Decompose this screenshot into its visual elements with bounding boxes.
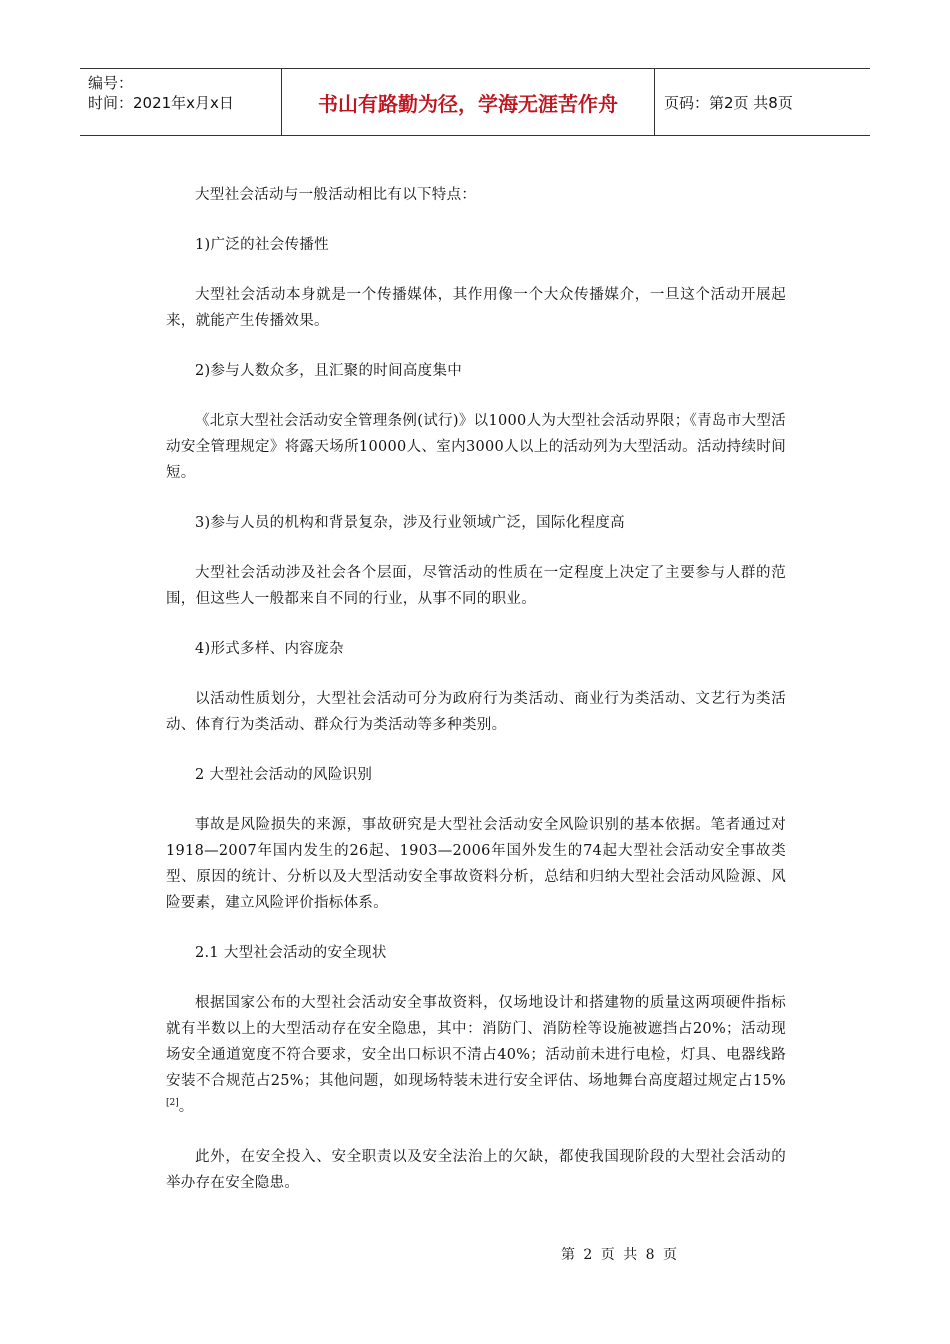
page-header (80, 68, 870, 136)
page-footer: 第 2 页 共 8 页 (560, 1247, 680, 1263)
list-heading: 1)广泛的社会传播性 (195, 237, 329, 253)
paragraph-text: 根据国家公布的大型社会活动安全事故资料，仅场地设计和搭建物的质量这两项硬件指标就有半数以上的大型活动存在安全隐患，其中：消防门、消防栓等设施被遮挡占20%；活动现场安全通道宽度不符合要求，安全出口标识不清占40%；活动前未进行电检，灯具、电器线路安装不合规范占25%；其他问题，如现场特装未进行安全评估、场地舞台高度超过规定占15% (166, 995, 786, 1089)
list-heading: 3)参与人员的机构和背景复杂，涉及行业领域广泛，国际化程度高 (195, 515, 625, 531)
document-number-label: 编号： (88, 74, 134, 92)
subsection-heading: 2.1 大型社会活动的安全现状 (195, 945, 387, 961)
paragraph: 此外，在安全投入、安全职责以及安全法治上的欠缺，都使我国现阶段的大型社会活动的举办存在安全隐患。 (166, 1149, 786, 1191)
document-body (166, 182, 786, 1220)
header-meta (88, 73, 278, 113)
paragraph: 事故是风险损失的来源，事故研究是大型社会活动安全风险识别的基本依据。笔者通过对1918—2007年国内发生的26起、1903—2006年国外发生的74起大型社会活动安全事故类型、原因的统计、分析以及大型活动安全事故资料分析，总结和归纳大型社会活动风险源、风险要素，建立风险评价指标体系。 (166, 817, 786, 911)
paragraph-end-punct: 。 (178, 1099, 194, 1115)
header-page-info: 页码：第2页 共8页 (664, 94, 793, 112)
header-motto: 书山有路勤为径，学海无涯苦作舟 (318, 92, 618, 116)
paragraph: 大型社会活动涉及社会各个层面，尽管活动的性质在一定程度上决定了主要参与人群的范围，但这些人一般都来自不同的行业，从事不同的职业。 (166, 565, 786, 607)
paragraph: 《北京大型社会活动安全管理条例(试行)》以1000人为大型社会活动界限；《青岛市大型活动安全管理规定》将露天场所10000人、室内3000人以上的活动列为大型活动。活动持续时间短。 (166, 413, 786, 481)
paragraph: 以活动性质划分，大型社会活动可分为政府行为类活动、商业行为类活动、文艺行为类活动、体育行为类活动、群众行为类活动等多种类别。 (166, 691, 786, 733)
paragraph-with-citation (166, 990, 786, 1120)
paragraph: 大型社会活动本身就是一个传播媒体，其作用像一个大众传播媒介，一旦这个活动开展起来，就能产生传播效果。 (166, 287, 786, 329)
section-heading: 2 大型社会活动的风险识别 (195, 767, 373, 783)
list-heading: 2)参与人数众多，且汇聚的时间高度集中 (195, 363, 463, 379)
header-divider-right (654, 69, 655, 136)
document-date: 时间：2021年x月x日 (88, 94, 234, 112)
list-heading: 4)形式多样、内容庞杂 (195, 641, 344, 657)
citation-mark[interactable]: [2] (166, 1098, 179, 1109)
paragraph: 大型社会活动与一般活动相比有以下特点： (195, 187, 477, 203)
